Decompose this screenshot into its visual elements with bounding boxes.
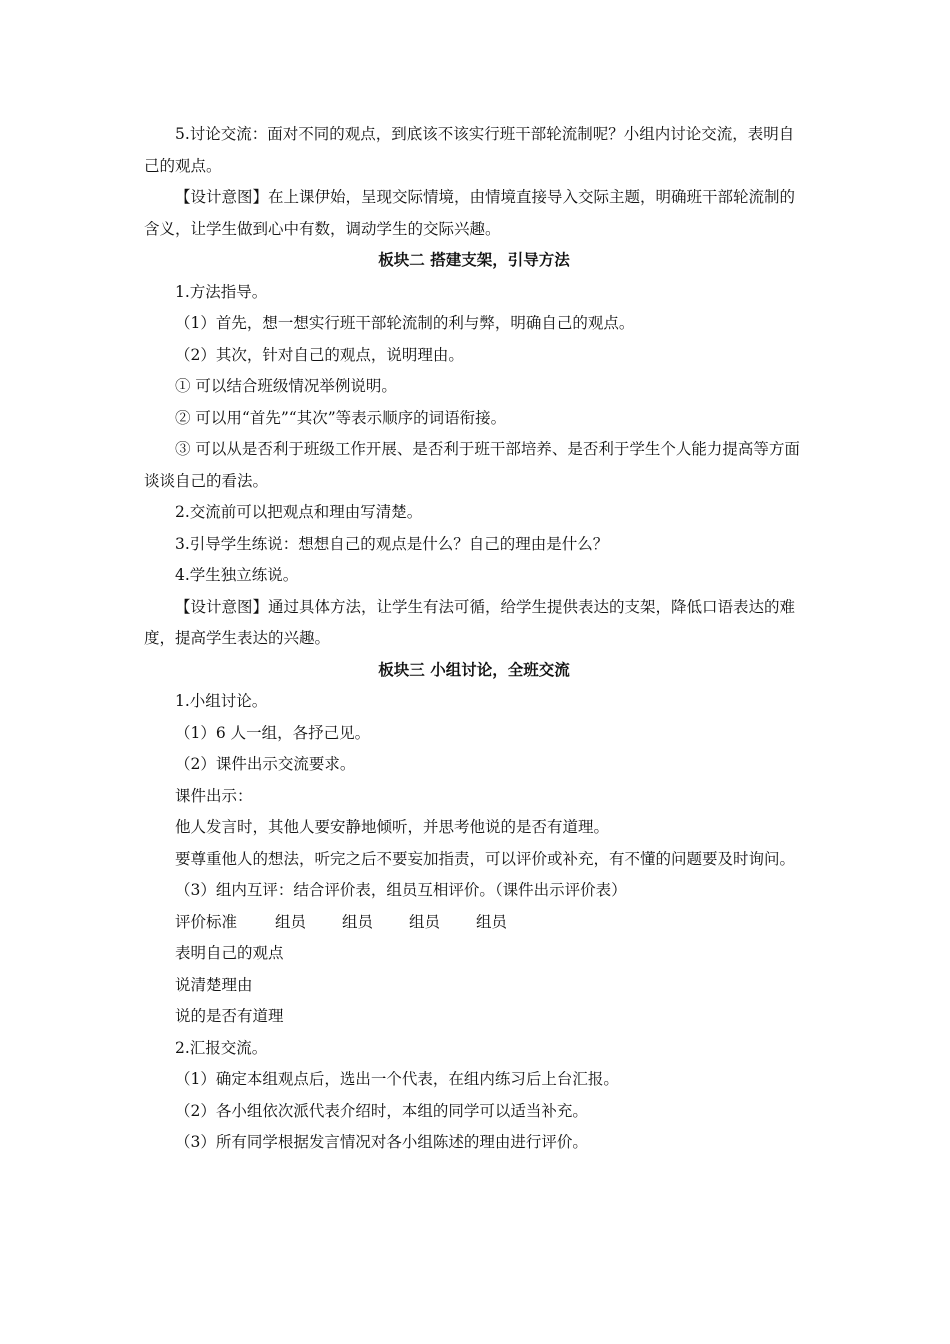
paragraph: （1）6 人一组，各抒己见。 (175, 723, 371, 742)
eval-criterion: 说的是否有道理 (175, 1007, 284, 1025)
paragraph: ③ 可以从是否利于班级工作开展、是否利于班干部培养、是否利于学生个人能力提高等方面谈谈自己的看法。 (144, 440, 800, 490)
eval-header-cell: 组员 (275, 912, 307, 931)
eval-criterion: 表明自己的观点 (175, 944, 284, 962)
paragraph: 4.学生独立练说。 (175, 566, 299, 584)
eval-table-row (144, 970, 804, 1002)
paragraph: 2.汇报交流。 (175, 1038, 268, 1057)
eval-table-header (144, 907, 804, 939)
paragraph: 5.讨论交流：面对不同的观点，到底该不该实行班干部轮流制呢？小组内讨论交流，表明自己的观点。 (144, 125, 795, 175)
paragraph: ② 可以用“首先”“其次”等表示顺序的词语衔接。 (175, 408, 507, 427)
paragraph: 课件出示： (175, 786, 253, 805)
paragraph: （1）首先，想一想实行班干部轮流制的利与弊，明确自己的观点。 (175, 314, 635, 332)
paragraph: （2）其次，针对自己的观点，说明理由。 (175, 345, 464, 364)
paragraph: 1.方法指导。 (175, 282, 268, 301)
paragraph: 3.引导学生练说：想想自己的观点是什么？自己的理由是什么？ (175, 534, 609, 553)
eval-table-row (144, 938, 804, 970)
paragraph: 1.小组讨论。 (175, 692, 268, 710)
eval-criterion: 说清楚理由 (175, 975, 253, 994)
eval-header-cell: 组员 (476, 912, 508, 931)
paragraph: 要尊重他人的想法，听完之后不要妄加指责，可以评价或补充，有不懂的问题要及时询问。 (175, 849, 796, 868)
section-heading: 板块二 搭建支架，引导方法 (378, 251, 570, 269)
design-intent: 【设计意图】通过具体方法，让学生有法可循，给学生提供表达的支架，降低口语表达的难度，提高学生表达的兴趣。 (144, 597, 796, 647)
eval-header-cell: 评价标准 (175, 912, 238, 931)
document-body (144, 119, 804, 1159)
eval-header-cell: 组员 (342, 912, 374, 931)
paragraph: 他人发言时，其他人要安静地倾听，并思考他说的是否有道理。 (175, 818, 610, 836)
paragraph: （3）组内互评：结合评价表，组员互相评价。（课件出示评价表） (175, 881, 627, 899)
eval-header-cell: 组员 (409, 912, 441, 931)
paragraph: 2.交流前可以把观点和理由写清楚。 (175, 503, 423, 521)
eval-table-row (144, 1001, 804, 1033)
paragraph: ① 可以结合班级情况举例说明。 (175, 377, 397, 395)
paragraph: （2）课件出示交流要求。 (175, 755, 356, 773)
section-heading: 板块三 小组讨论，全班交流 (378, 660, 570, 679)
paragraph: （3）所有同学根据发言情况对各小组陈述的理由进行评价。 (175, 1133, 588, 1151)
paragraph: （2）各小组依次派代表介绍时，本组的同学可以适当补充。 (175, 1101, 588, 1120)
paragraph: （1）确定本组观点后，选出一个代表，在组内练习后上台汇报。 (175, 1070, 619, 1088)
design-intent: 【设计意图】在上课伊始，呈现交际情境，由情境直接导入交际主题，明确班干部轮流制的含义，让学生做到心中有数，调动学生的交际兴趣。 (144, 188, 796, 238)
